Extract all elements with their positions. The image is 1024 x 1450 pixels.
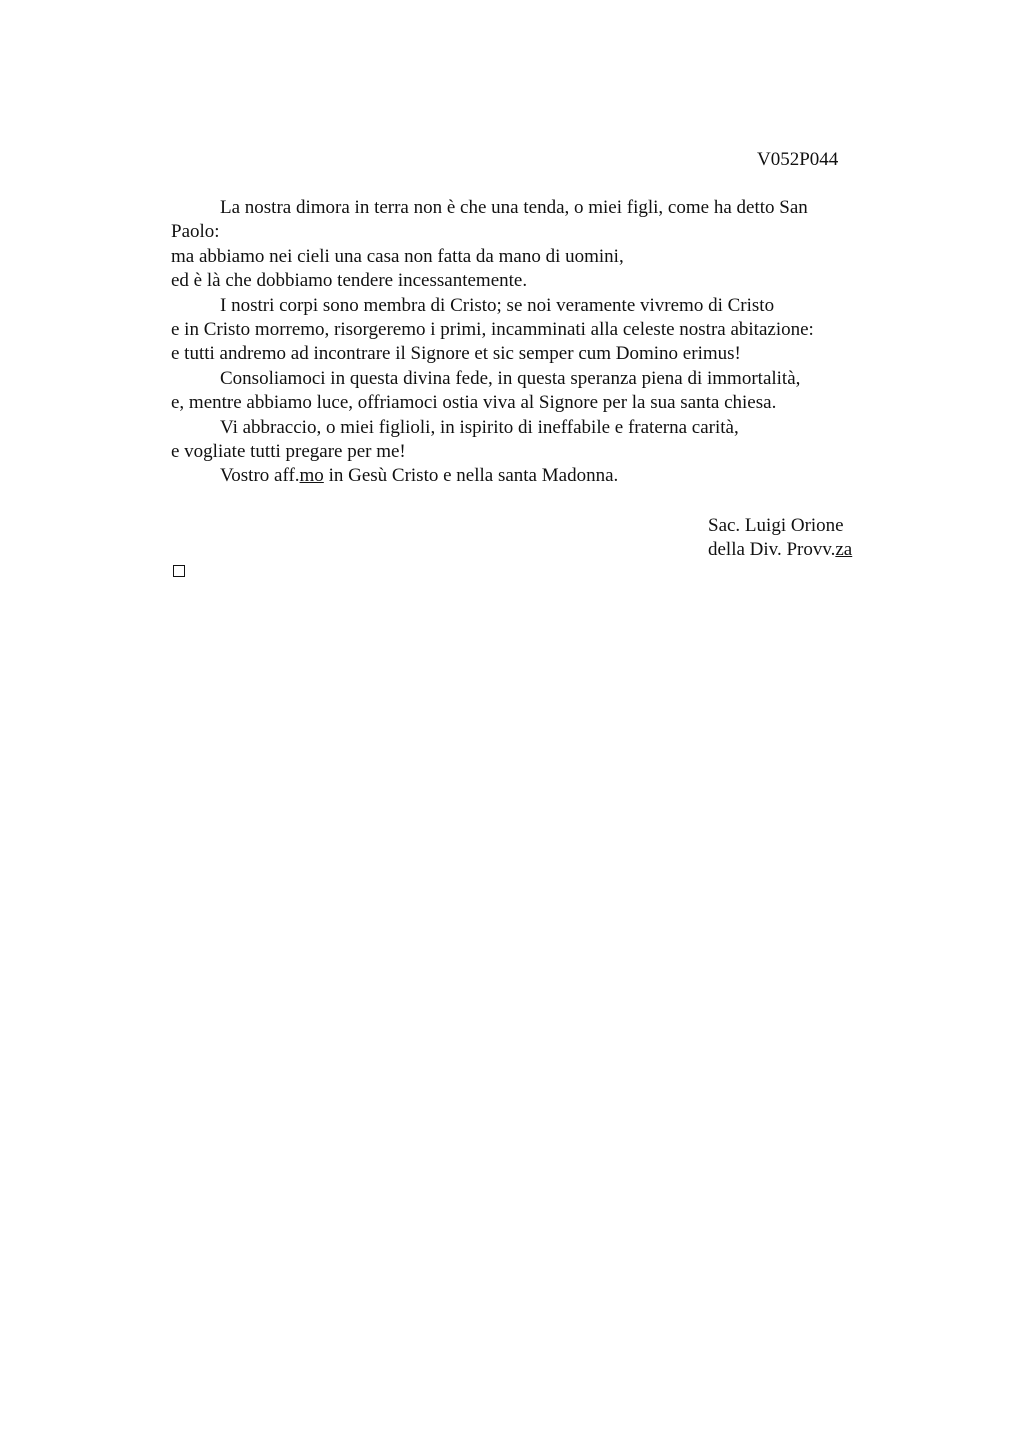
text-line: e, mentre abbiamo luce, offriamoci ostia viva al Signore per la sua santa chiesa.	[171, 392, 777, 414]
closing-line	[171, 464, 891, 488]
closing-text: Vostro aff.	[220, 465, 300, 487]
text-line: Paolo:	[171, 221, 220, 243]
signature-title-text: della Div. Provv.	[708, 539, 836, 561]
text-line: Consoliamoci in questa divina fede, in questa speranza piena di immortalità,	[220, 367, 801, 389]
closing-underlined-abbrev: mo	[299, 465, 324, 487]
signature-name: Sac. Luigi Orione	[708, 515, 844, 536]
document-reference-code: V052P044	[757, 149, 839, 170]
letter-body	[171, 196, 891, 489]
signature-title	[708, 538, 852, 562]
text-line: e tutti andremo ad incontrare il Signore et sic semper cum Domino erimus!	[171, 343, 741, 365]
text-line: e in Cristo morremo, risorgeremo i primi, incamminati alla celeste nostra abitazione:	[171, 319, 814, 341]
text-line: I nostri corpi sono membra di Cristo; se noi veramente vivremo di Cristo	[220, 294, 775, 316]
text-line: Vi abbraccio, o miei figlioli, in ispirito di ineffabile e fraterna carità,	[220, 416, 739, 438]
text-line: e vogliate tutti pregare per me!	[171, 441, 406, 463]
text-line: ma abbiamo nei cieli una casa non fatta da mano di uomini,	[171, 245, 624, 267]
empty-box-glyph	[173, 565, 185, 577]
signature-block	[708, 514, 852, 563]
closing-text-rest: in Gesù Cristo e nella santa Madonna.	[323, 465, 619, 487]
text-line: ed è là che dobbiamo tendere incessantemente.	[171, 270, 528, 292]
signature-underlined-abbrev: za	[835, 539, 853, 561]
text-line: La nostra dimora in terra non è che una tenda, o miei figli, come ha detto San	[220, 197, 808, 218]
